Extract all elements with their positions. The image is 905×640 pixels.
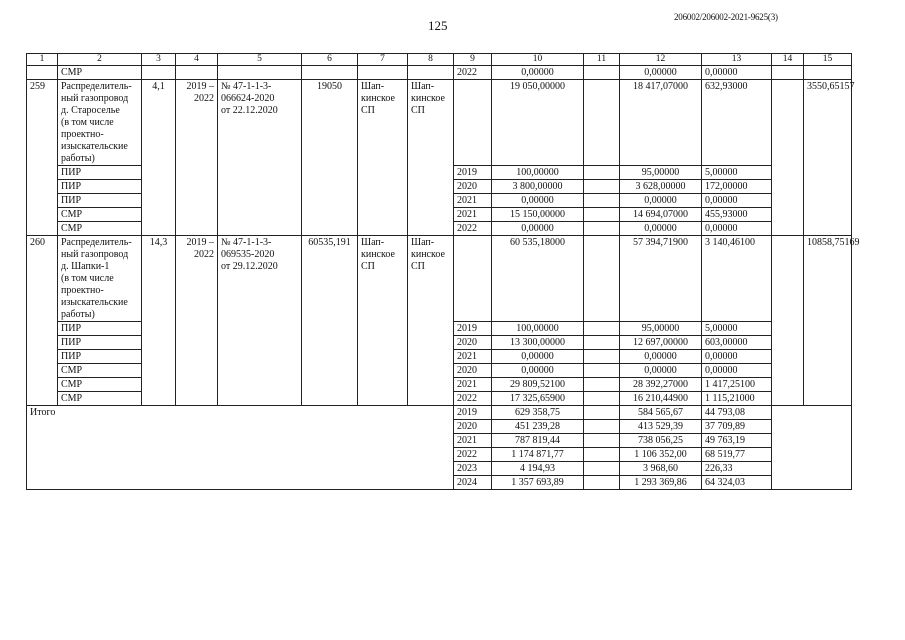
cell-total-funding: 1 174 871,77 bbox=[492, 448, 584, 462]
cell-total-funding: 451 239,28 bbox=[492, 420, 584, 434]
cell-local-funding: 0,00000 bbox=[702, 364, 772, 378]
cell-regional-funding: 1 106 352,00 bbox=[620, 448, 702, 462]
cell-local-funding: 632,93000 bbox=[702, 80, 772, 166]
cell-total-funding: 17 325,65900 bbox=[492, 392, 584, 406]
column-header: 7 bbox=[358, 54, 408, 66]
cell-regional-funding: 95,00000 bbox=[620, 322, 702, 336]
cell-total-funding: 4 194,93 bbox=[492, 462, 584, 476]
cell-local-funding: 64 324,03 bbox=[702, 476, 772, 490]
cell-regional-funding: 0,00000 bbox=[620, 364, 702, 378]
cell-total-funding: 787 819,44 bbox=[492, 434, 584, 448]
cell-local-funding: 0,00000 bbox=[702, 194, 772, 208]
cell-year: 2021 bbox=[454, 194, 492, 208]
cell-work-type: ПИР bbox=[58, 350, 142, 364]
cell-total-funding: 100,00000 bbox=[492, 166, 584, 180]
cell-year: 2021 bbox=[454, 378, 492, 392]
cell-object-name: Распределитель- ный газопровод д. Староселье (в том числе проектно- изыскательские работы) bbox=[58, 80, 142, 166]
cell-total-funding: 0,00000 bbox=[492, 66, 584, 80]
cell-regional-funding: 0,00000 bbox=[620, 66, 702, 80]
cell-local-funding: 49 763,19 bbox=[702, 434, 772, 448]
cell-expertise-doc: № 47-1-1-3- 066624-2020 от 22.12.2020 bbox=[218, 80, 302, 236]
cell-municipality: Шап- кинское СП bbox=[408, 236, 454, 406]
column-header: 11 bbox=[584, 54, 620, 66]
investment-table bbox=[26, 53, 860, 490]
column-header: 1 bbox=[27, 54, 58, 66]
cell-total-funding: 0,00000 bbox=[492, 194, 584, 208]
cell-work-type: ПИР bbox=[58, 322, 142, 336]
cell-total-funding: 100,00000 bbox=[492, 322, 584, 336]
cell-regional-funding: 16 210,44900 bbox=[620, 392, 702, 406]
cell-local-funding: 37 709,89 bbox=[702, 420, 772, 434]
column-header: 2 bbox=[58, 54, 142, 66]
cell-work-type: ПИР bbox=[58, 194, 142, 208]
cell-num: 260 bbox=[27, 236, 58, 406]
cell-regional-funding: 0,00000 bbox=[620, 350, 702, 364]
column-header: 12 bbox=[620, 54, 702, 66]
cell-work-type: СМР bbox=[58, 392, 142, 406]
cell-period: 2019 – 2022 bbox=[176, 236, 218, 406]
cell-length: 4,1 bbox=[142, 80, 176, 236]
column-header: 14 bbox=[772, 54, 804, 66]
cell-local-funding: 5,00000 bbox=[702, 322, 772, 336]
cell-num bbox=[27, 66, 58, 80]
cell-work-type: СМР bbox=[58, 66, 142, 80]
cell-total-funding: 19 050,00000 bbox=[492, 80, 584, 166]
cell-local-funding: 3 140,46100 bbox=[702, 236, 772, 322]
cell-year: 2022 bbox=[454, 66, 492, 80]
cell-regional-funding: 95,00000 bbox=[620, 166, 702, 180]
cell-other: 10858,75169 bbox=[804, 236, 852, 406]
column-header: 13 bbox=[702, 54, 772, 66]
cell-local-funding: 1 115,21000 bbox=[702, 392, 772, 406]
cell-year: 2019 bbox=[454, 406, 492, 420]
cell-other: 3550,65157 bbox=[804, 80, 852, 236]
cell-regional-funding: 1 293 369,86 bbox=[620, 476, 702, 490]
cell-work-type: СМР bbox=[58, 378, 142, 392]
document-code: 206002/206002-2021-9625(3) bbox=[674, 12, 778, 22]
cell-local-funding: 226,33 bbox=[702, 462, 772, 476]
column-header: 9 bbox=[454, 54, 492, 66]
cell-regional-funding: 28 392,27000 bbox=[620, 378, 702, 392]
cell-regional-funding: 738 056,25 bbox=[620, 434, 702, 448]
column-header: 5 bbox=[218, 54, 302, 66]
cell-local-funding: 5,00000 bbox=[702, 166, 772, 180]
totals-label: Итого bbox=[27, 406, 454, 490]
cell-year: 2022 bbox=[454, 392, 492, 406]
column-number-row bbox=[27, 54, 852, 66]
cell-year: 2021 bbox=[454, 208, 492, 222]
cell-local-funding: 1 417,25100 bbox=[702, 378, 772, 392]
cell-local-funding: 0,00000 bbox=[702, 350, 772, 364]
page-number: 125 bbox=[428, 18, 448, 33]
cell-num: 259 bbox=[27, 80, 58, 236]
cell-work-type: ПИР bbox=[58, 180, 142, 194]
cell-regional-funding: 584 565,67 bbox=[620, 406, 702, 420]
cell-local-funding: 0,00000 bbox=[702, 66, 772, 80]
cell-local-funding: 603,00000 bbox=[702, 336, 772, 350]
cell-year: 2020 bbox=[454, 420, 492, 434]
totals-row bbox=[27, 406, 852, 420]
cell-work-type: СМР bbox=[58, 364, 142, 378]
cell-regional-funding: 413 529,39 bbox=[620, 420, 702, 434]
cell-local-funding: 0,00000 bbox=[702, 222, 772, 236]
cell-length: 14,3 bbox=[142, 236, 176, 406]
cell-total-funding: 15 150,00000 bbox=[492, 208, 584, 222]
cell-regional-funding: 0,00000 bbox=[620, 194, 702, 208]
column-header: 3 bbox=[142, 54, 176, 66]
cell-local-funding: 68 519,77 bbox=[702, 448, 772, 462]
cell-regional-funding: 18 417,07000 bbox=[620, 80, 702, 166]
cell-year: 2024 bbox=[454, 476, 492, 490]
table-row bbox=[27, 66, 852, 80]
object-row-260 bbox=[27, 236, 852, 322]
cell-municipality: Шап- кинское СП bbox=[408, 80, 454, 236]
cell-local-funding: 44 793,08 bbox=[702, 406, 772, 420]
cell-work-type: ПИР bbox=[58, 166, 142, 180]
cell-year: 2020 bbox=[454, 364, 492, 378]
cell-total-funding: 13 300,00000 bbox=[492, 336, 584, 350]
cell-year: 2022 bbox=[454, 448, 492, 462]
cell-year: 2020 bbox=[454, 336, 492, 350]
cell-regional-funding: 3 968,60 bbox=[620, 462, 702, 476]
column-header: 10 bbox=[492, 54, 584, 66]
cell-year: 2021 bbox=[454, 350, 492, 364]
cell-regional-funding: 12 697,00000 bbox=[620, 336, 702, 350]
cell-total-funding: 0,00000 bbox=[492, 350, 584, 364]
cell-work-type: СМР bbox=[58, 208, 142, 222]
cell-work-type: СМР bbox=[58, 222, 142, 236]
cell-total-funding: 0,00000 bbox=[492, 364, 584, 378]
cell-total-funding: 1 357 693,89 bbox=[492, 476, 584, 490]
cell-cost: 60535,191 bbox=[302, 236, 358, 406]
cell-regional-funding: 14 694,07000 bbox=[620, 208, 702, 222]
cell-year: 2019 bbox=[454, 166, 492, 180]
cell-total-funding: 0,00000 bbox=[492, 222, 584, 236]
cell-total-funding: 60 535,18000 bbox=[492, 236, 584, 322]
cell-settlement: Шап- кинское СП bbox=[358, 236, 408, 406]
cell-total-funding: 3 800,00000 bbox=[492, 180, 584, 194]
cell-total-funding: 29 809,52100 bbox=[492, 378, 584, 392]
cell-cost: 19050 bbox=[302, 80, 358, 236]
cell-period: 2019 – 2022 bbox=[176, 80, 218, 236]
column-header: 4 bbox=[176, 54, 218, 66]
cell-year: 2021 bbox=[454, 434, 492, 448]
cell-settlement: Шап- кинское СП bbox=[358, 80, 408, 236]
cell-expertise-doc: № 47-1-1-3- 069535-2020 от 29.12.2020 bbox=[218, 236, 302, 406]
cell-total-funding: 629 358,75 bbox=[492, 406, 584, 420]
column-header: 15 bbox=[804, 54, 852, 66]
column-header: 6 bbox=[302, 54, 358, 66]
cell-regional-funding: 0,00000 bbox=[620, 222, 702, 236]
cell-regional-funding: 57 394,71900 bbox=[620, 236, 702, 322]
object-row-259 bbox=[27, 80, 852, 166]
cell-work-type: ПИР bbox=[58, 336, 142, 350]
cell-object-name: Распределитель- ный газопровод д. Шапки-1 (в том числе проектно- изыскательские работы) bbox=[58, 236, 142, 322]
cell-year: 2019 bbox=[454, 322, 492, 336]
cell-regional-funding: 3 628,00000 bbox=[620, 180, 702, 194]
cell-year: 2020 bbox=[454, 180, 492, 194]
column-header: 8 bbox=[408, 54, 454, 66]
cell-local-funding: 172,00000 bbox=[702, 180, 772, 194]
cell-year: 2023 bbox=[454, 462, 492, 476]
cell-year: 2022 bbox=[454, 222, 492, 236]
cell-local-funding: 455,93000 bbox=[702, 208, 772, 222]
